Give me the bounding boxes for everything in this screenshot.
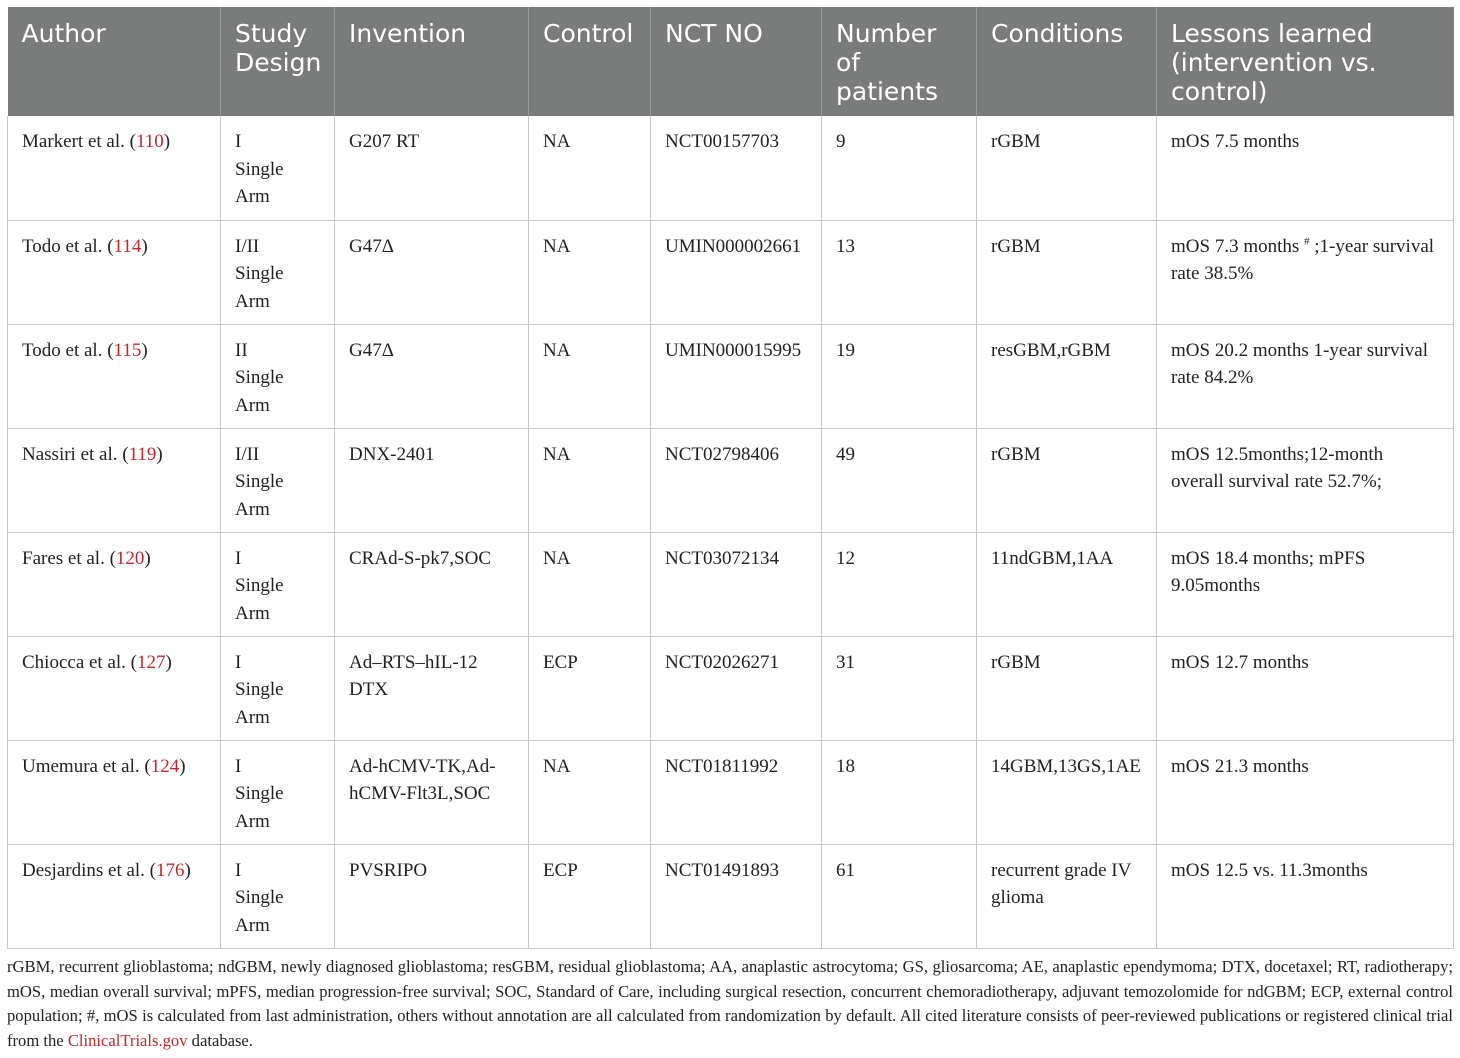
cell-lessons-learned — [1157, 636, 1454, 740]
design-arm-word-1: Single — [235, 471, 284, 492]
cell-nct-no: NCT01491893 — [651, 844, 822, 948]
author-close-paren: ) — [163, 131, 171, 152]
design-arm-word-2: Arm — [235, 290, 270, 312]
author-close-paren: ) — [141, 339, 148, 361]
cell-study-design — [221, 844, 335, 948]
clinicaltrials-link[interactable]: ClinicalTrials.gov — [67, 1030, 188, 1050]
cell-author — [8, 324, 221, 428]
design-arm-word-2: Arm — [235, 602, 270, 624]
cell-invention: DNX-2401 — [335, 428, 529, 532]
cell-study-design — [221, 532, 335, 636]
header-invention: Invention — [335, 7, 529, 116]
header-study-design: Study Design — [221, 7, 335, 116]
reference-link[interactable]: 119 — [128, 443, 157, 465]
reference-link[interactable]: 110 — [135, 131, 164, 152]
cell-conditions: 14GBM,13GS,1AE — [977, 740, 1157, 844]
author-close-paren: ) — [156, 443, 163, 465]
cell-invention: Ad-hCMV-TK,Ad-hCMV-Flt3L,SOC — [335, 740, 529, 844]
cell-nct-no: UMIN000015995 — [651, 324, 822, 428]
author-name: Todo et al. ( — [22, 339, 114, 361]
reference-link[interactable]: 176 — [156, 859, 185, 881]
cell-nct-no: UMIN000002661 — [651, 220, 822, 324]
design-arm-word-1: Single — [235, 887, 284, 908]
reference-link[interactable]: 120 — [115, 547, 145, 569]
author-name: Chiocca et al. ( — [22, 651, 138, 673]
cell-number-of-patients: 12 — [822, 532, 977, 636]
cell-conditions: rGBM — [977, 116, 1157, 220]
cell-lessons-learned — [1157, 740, 1454, 844]
cell-author — [8, 532, 221, 636]
cell-number-of-patients: 31 — [822, 636, 977, 740]
cell-control: NA — [529, 116, 651, 220]
cell-number-of-patients: 18 — [822, 740, 977, 844]
design-arm-word-1: Single — [235, 367, 284, 388]
lessons-text: mOS 20.2 months 1-year survival rate 84.2% — [1171, 339, 1429, 388]
cell-study-design — [221, 116, 335, 220]
author-name: Nassiri et al. ( — [22, 443, 129, 465]
table-row — [8, 844, 1454, 948]
lessons-text-cont: ;1-year survival rate 38.5% — [1171, 235, 1435, 284]
design-arm-word-1: Single — [235, 158, 284, 180]
cell-control: ECP — [529, 636, 651, 740]
design-arm-word-2: Arm — [235, 810, 270, 832]
cell-conditions: 11ndGBM,1AA — [977, 532, 1157, 636]
author-name: Desjardins et al. ( — [22, 859, 157, 881]
lessons-text: mOS 12.5months;12-month overall survival rate 52.7%; — [1171, 443, 1384, 492]
author-close-paren: ) — [165, 651, 172, 673]
design-arm-word-1: Single — [235, 575, 284, 596]
cell-control: NA — [529, 428, 651, 532]
reference-link[interactable]: 124 — [150, 755, 180, 777]
cell-nct-no: NCT01811992 — [651, 740, 822, 844]
design-arm-word-1: Single — [235, 263, 284, 284]
design-phase: I — [235, 131, 242, 152]
cell-study-design — [221, 740, 335, 844]
design-arm-word-2: Arm — [235, 186, 270, 207]
cell-lessons-learned — [1157, 220, 1454, 324]
design-arm-word-2: Arm — [235, 706, 270, 728]
clinical-trials-table — [7, 7, 1454, 949]
cell-control: ECP — [529, 844, 651, 948]
table-row — [8, 220, 1454, 324]
cell-control: NA — [529, 324, 651, 428]
lessons-text: mOS 18.4 months; mPFS 9.05months — [1171, 547, 1366, 596]
cell-study-design — [221, 636, 335, 740]
cell-number-of-patients: 13 — [822, 220, 977, 324]
design-arm-word-2: Arm — [235, 914, 270, 936]
cell-author — [8, 844, 221, 948]
cell-invention: Ad–RTS–hIL-12 DTX — [335, 636, 529, 740]
annotation-mark: # — [1304, 235, 1310, 248]
design-arm-word-1: Single — [235, 783, 284, 804]
cell-conditions: rGBM — [977, 220, 1157, 324]
cell-invention: PVSRIPO — [335, 844, 529, 948]
author-name: Todo et al. ( — [22, 235, 114, 257]
lessons-text: mOS 12.5 vs. 11.3months — [1171, 859, 1368, 881]
table-row — [8, 428, 1454, 532]
cell-invention: G47Δ — [335, 220, 529, 324]
footnote-text: rGBM, recurrent glioblastoma; ndGBM, newly diagnosed glioblastoma; resGBM, residual glioblastoma; AA, anaplastic astrocytoma; GS, gliosarcoma; AE, anaplastic ependymoma; DTX, docetaxel; RT, radiotherapy; mOS, median overall survival; mPFS, median progression-free survival; SOC, Standard of Care, including surgical resection, concurrent chemoradiotherapy, adjuvant temozolomide for ndGBM; ECP, external control population; #, mOS is calculated from last administration, others without annotation are all calculated from randomization by default. All cited literature consists of peer-reviewed publications or registered clinical trial from the — [7, 957, 1453, 1050]
cell-number-of-patients: 49 — [822, 428, 977, 532]
design-phase: I — [235, 755, 242, 777]
cell-number-of-patients: 61 — [822, 844, 977, 948]
author-name: Fares et al. ( — [22, 547, 116, 569]
cell-author — [8, 116, 221, 220]
lessons-text: mOS 7.5 months — [1171, 131, 1300, 152]
footnote-tail: database. — [187, 1030, 253, 1050]
design-phase: I/II — [235, 443, 260, 465]
table-row — [8, 116, 1454, 220]
cell-control: NA — [529, 532, 651, 636]
cell-invention: G47Δ — [335, 324, 529, 428]
design-phase: I — [235, 859, 242, 881]
cell-nct-no: NCT02026271 — [651, 636, 822, 740]
author-close-paren: ) — [141, 235, 148, 257]
table-container — [7, 7, 1453, 949]
header-lessons-learned: Lessons learned (intervention vs. control) — [1157, 7, 1454, 116]
cell-lessons-learned — [1157, 532, 1454, 636]
header-control: Control — [529, 7, 651, 116]
author-name: Markert et al. ( — [22, 131, 136, 152]
table-footnote — [7, 955, 1453, 1053]
author-close-paren: ) — [184, 859, 191, 881]
table-row — [8, 740, 1454, 844]
cell-author — [8, 740, 221, 844]
author-close-paren: ) — [144, 547, 151, 569]
cell-invention: CRAd-S-pk7,SOC — [335, 532, 529, 636]
lessons-text: mOS 7.3 months — [1171, 235, 1305, 257]
design-arm-word-2: Arm — [235, 498, 270, 520]
lessons-text: mOS 21.3 months — [1171, 755, 1309, 777]
cell-number-of-patients: 19 — [822, 324, 977, 428]
design-phase: I/II — [235, 235, 260, 257]
lessons-text: mOS 12.7 months — [1171, 651, 1309, 673]
header-number-of-patients: Number of patients — [822, 7, 977, 116]
cell-author — [8, 428, 221, 532]
table-row — [8, 324, 1454, 428]
cell-study-design — [221, 220, 335, 324]
cell-nct-no: NCT02798406 — [651, 428, 822, 532]
cell-invention: G207 RT — [335, 116, 529, 220]
design-arm-word-1: Single — [235, 679, 284, 700]
author-close-paren: ) — [179, 755, 186, 777]
cell-conditions: resGBM,rGBM — [977, 324, 1157, 428]
reference-link[interactable]: 127 — [137, 651, 166, 673]
design-phase: II — [235, 339, 248, 361]
header-nct-no: NCT NO — [651, 7, 822, 116]
cell-conditions: rGBM — [977, 636, 1157, 740]
design-arm-word-2: Arm — [235, 394, 270, 416]
reference-link[interactable]: 115 — [113, 339, 142, 361]
cell-lessons-learned — [1157, 428, 1454, 532]
table-row — [8, 532, 1454, 636]
cell-lessons-learned — [1157, 844, 1454, 948]
author-name: Umemura et al. ( — [22, 755, 151, 777]
cell-nct-no: NCT00157703 — [651, 116, 822, 220]
cell-author — [8, 220, 221, 324]
reference-link[interactable]: 114 — [113, 235, 142, 257]
table-row — [8, 636, 1454, 740]
cell-lessons-learned — [1157, 324, 1454, 428]
cell-author — [8, 636, 221, 740]
cell-nct-no: NCT03072134 — [651, 532, 822, 636]
cell-lessons-learned — [1157, 116, 1454, 220]
header-row — [8, 7, 1454, 116]
cell-conditions: recurrent grade IV glioma — [977, 844, 1157, 948]
header-author: Author — [8, 7, 221, 116]
cell-study-design — [221, 428, 335, 532]
cell-conditions: rGBM — [977, 428, 1157, 532]
cell-control: NA — [529, 220, 651, 324]
cell-study-design — [221, 324, 335, 428]
design-phase: I — [235, 547, 242, 569]
header-conditions: Conditions — [977, 7, 1157, 116]
cell-number-of-patients: 9 — [822, 116, 977, 220]
cell-control: NA — [529, 740, 651, 844]
design-phase: I — [235, 651, 242, 673]
